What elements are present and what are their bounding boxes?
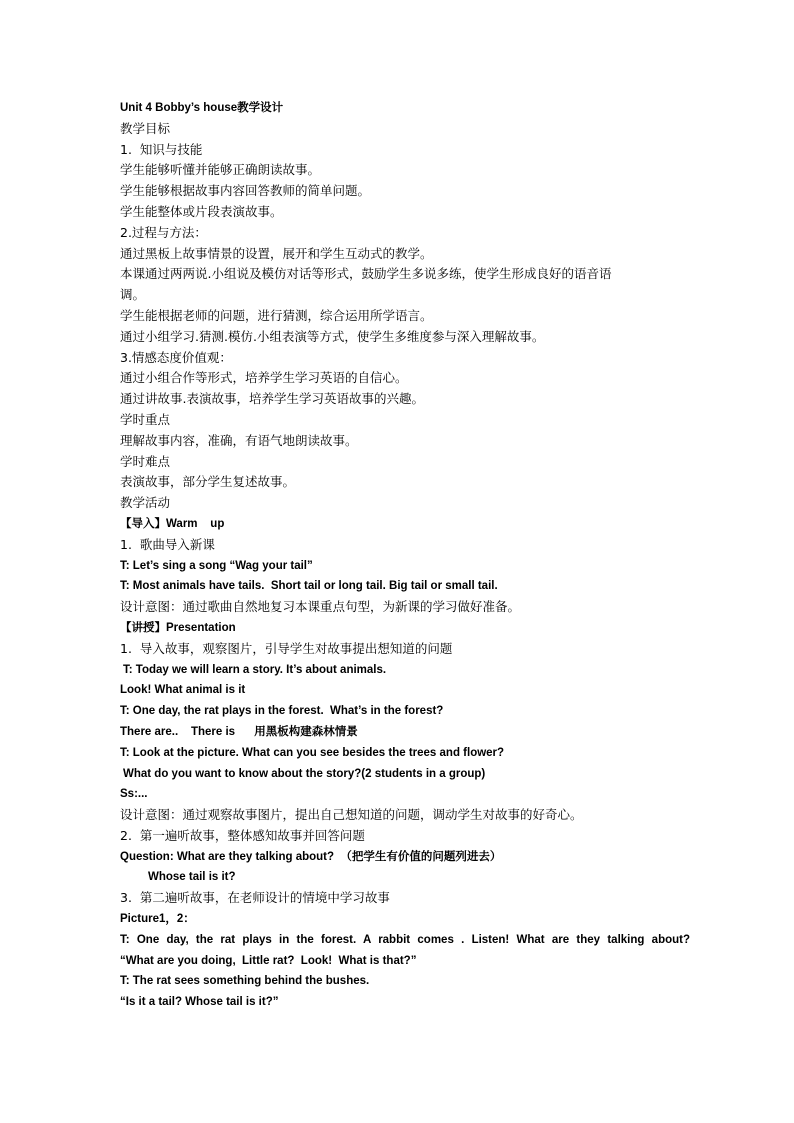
text-line: 学生能根据老师的问题，进行猜测，综合运用所学语言。: [120, 307, 433, 323]
text-line: 教学目标: [120, 120, 171, 136]
text-line: 学生能整体或片段表演故事。: [120, 203, 283, 219]
text-line: 教学活动: [120, 495, 171, 511]
text-line: 通过小组学习.猜测.模仿.小组表演等方式，使学生多维度参与深入理解故事。: [120, 328, 545, 344]
text-line: 2. 第一遍听故事，整体感知故事并回答问题: [120, 827, 365, 843]
text-line: 学生能够听懂并能够正确朗读故事。: [120, 162, 321, 178]
text-line: T: One day, the rat plays in the forest. What’s in the forest?: [120, 705, 444, 718]
text-line: 通过小组合作等形式，培养学生学习英语的自信心。: [120, 370, 408, 386]
text-line: Ss:...: [120, 788, 148, 801]
text-line: 3.情感态度价值观：: [120, 349, 232, 365]
text-line: 设计意图：通过观察故事图片，提出自己想知道的问题，调动学生对故事的好奇心。: [120, 807, 583, 823]
text-line: What do you want to know about the story?(2 students in a group): [123, 767, 486, 780]
text-line: 理解故事内容，准确，有语气地朗读故事。: [120, 432, 358, 448]
text-line: Whose tail is it?: [148, 871, 236, 884]
text-line: 1. 歌曲导入新课: [120, 536, 215, 552]
text-line: 学生能够根据故事内容回答教师的简单问题。: [120, 183, 371, 199]
text-line: 【讲授】Presentation: [120, 621, 236, 634]
text-line: Question: What are they talking about? （把学生有价值的问题列进去）: [120, 850, 502, 863]
text-line: T: One day, the rat plays in the forest. A rabbit comes . Listen! What are they talking about?: [120, 933, 690, 946]
text-line: T: Most animals have tails. Short tail or long tail. Big tail or small tail.: [120, 580, 498, 593]
text-line: 表演故事，部分学生复述故事。: [120, 474, 296, 490]
text-line: “Is it a tail? Whose tail is it?”: [120, 996, 279, 1009]
text-line: “What are you doing, Little rat? Look! What is that?”: [120, 954, 417, 967]
text-line: Look! What animal is it: [120, 684, 246, 697]
text-line: 3. 第二遍听故事，在老师设计的情境中学习故事: [120, 890, 390, 906]
text-line: T: Today we will learn a story. It’s about animals.: [123, 663, 387, 676]
text-line: T: Let’s sing a song “Wag your tail”: [120, 559, 313, 572]
text-line: 学时难点: [120, 453, 171, 469]
text-line: 1. 导入故事，观察图片，引导学生对故事提出想知道的问题: [120, 640, 453, 656]
document-page: [120, 98, 690, 1013]
text-line: 学时重点: [120, 411, 171, 427]
text-line: Unit 4 Bobby’s house教学设计: [120, 102, 284, 114]
text-line: T: Look at the picture. What can you see besides the trees and flower?: [120, 746, 505, 759]
text-line: There are.. There is 用黑板构建森林情景: [120, 725, 358, 738]
text-line: 本课通过两两说.小组说及模仿对话等形式，鼓励学生多说多练，使学生形成良好的语音语: [120, 266, 612, 282]
text-line: 2.过程与方法：: [120, 224, 207, 240]
text-line: 【导入】Warm up: [120, 517, 225, 530]
text-line: 调。: [120, 287, 146, 303]
text-line: 设计意图：通过歌曲自然地复习本课重点句型，为新课的学习做好准备。: [120, 599, 521, 615]
text-line: T: The rat sees something behind the bushes.: [120, 975, 370, 988]
text-line: Picture1，2：: [120, 913, 195, 926]
text-line: 通过黑板上故事情景的设置，展开和学生互动式的教学。: [120, 245, 433, 261]
text-line: 通过讲故事.表演故事，培养学生学习英语故事的兴趣。: [120, 391, 424, 407]
text-line: 1. 知识与技能: [120, 141, 203, 157]
